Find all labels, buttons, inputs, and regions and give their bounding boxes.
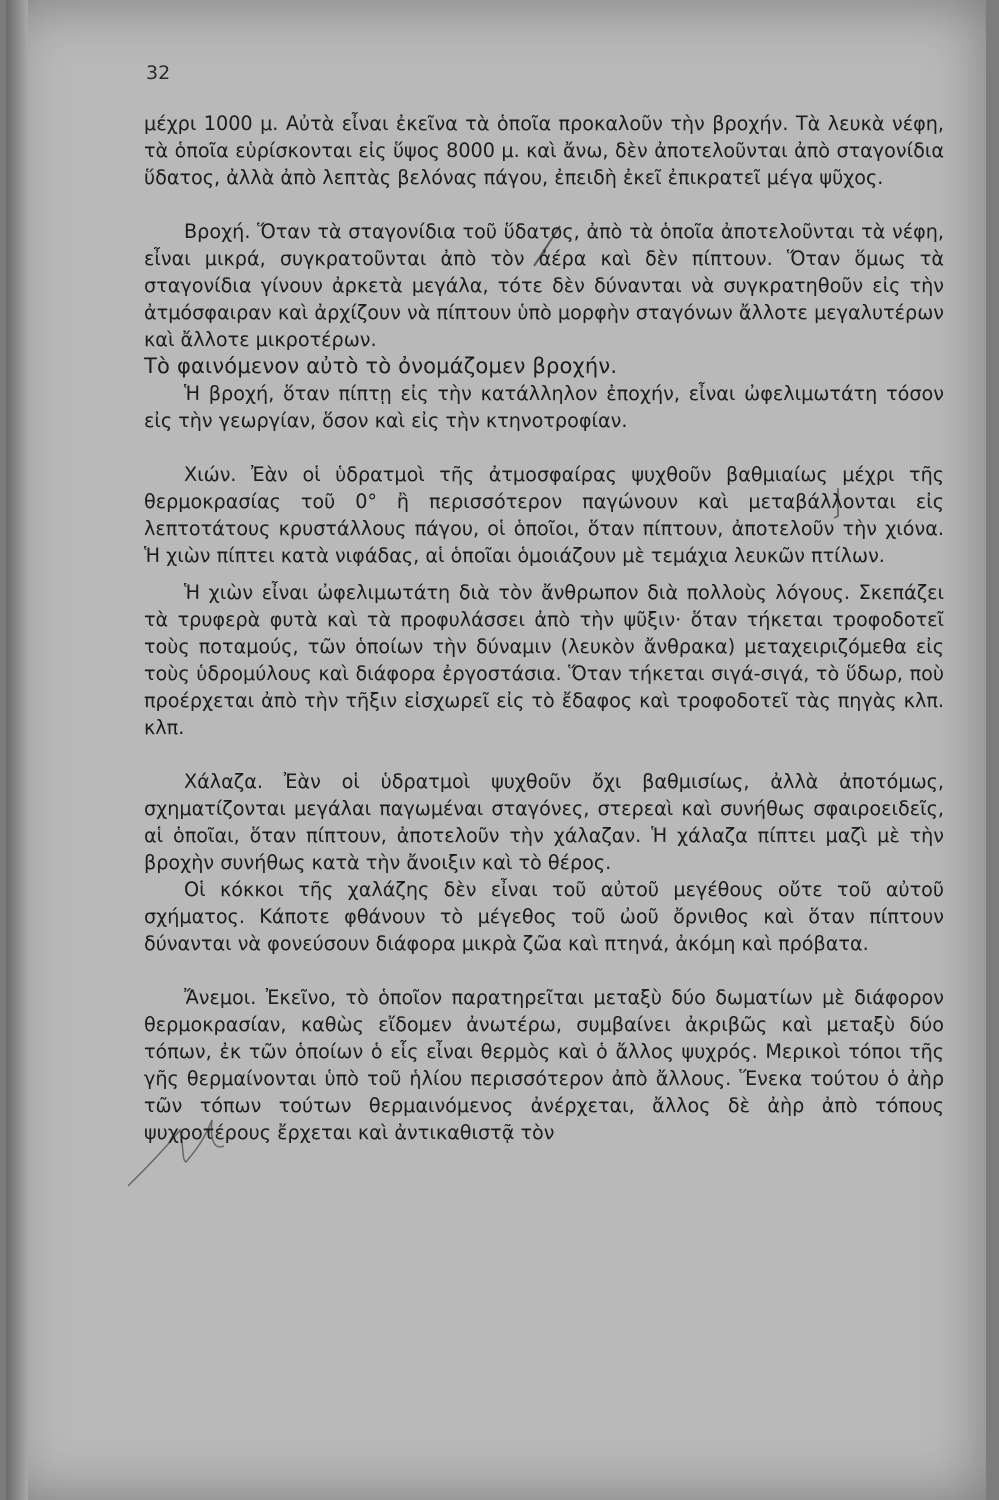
book-page — [6, 0, 986, 1500]
paragraph-hail: Χάλαζα. Ἐὰν οἱ ὑδρατμοὶ ψυχθοῦν ὄχι βαθμισίως, ἀλλὰ ἀποτόμως, σχηματίζονται μεγάλαι παγωμέναι σταγόνες, στερεαὶ καὶ συνήθως σφαιροειδεῖς, αἱ ὁποῖαι, ὅταν πίπτουν, ἀποτελοῦν τὴν χάλαζαν. Ἡ χάλαζα πίπτει μαζὶ μὲ τὴν βροχὴν συνήθως κατὰ τὴν ἄνοιξιν καὶ τὸ θέρος. — [144, 770, 944, 874]
body-text — [144, 110, 944, 1146]
page-spine-shadow — [6, 0, 28, 1500]
paragraph-winds: Ἄνεμοι. Ἐκεῖνο, τὸ ὁποῖον παρατηρεῖται μεταξὺ δύο δωματίων μὲ διάφορον θερμοκρασίαν, καθὼς εἴδομεν ἀνωτέρω, συμβαίνει ἀκριβῶς καὶ μεταξὺ δύο τόπων, ἐκ τῶν ὁποίων ὁ εἷς εἶναι θερμὸς καὶ ὁ ἄλλος ψυχρός. Μερικοὶ τόποι τῆς γῆς θερμαίνονται ὑπὸ τοῦ ἡλίου περισσότερον ἀπὸ ἄλλους. Ἕνεκα τούτου ὁ ἀὴρ τῶν τόπων τούτων θερμαινόμενος ἀνέρχεται, ἄλλος δὲ ἀὴρ ἀπὸ τόπους ψυχροτέρους ἔρχεται καὶ ἀντικαθιστᾷ τὸν — [144, 986, 944, 1144]
paragraph-clouds: μέχρι 1000 μ. Αὐτὰ εἶναι ἐκεῖνα τὰ ὁποῖα προκαλοῦν τὴν βροχήν. Τὰ λευκὰ νέφη, τὰ ὁποῖα εὑρίσκονται εἰς ὕψος 8000 μ. καὶ ἄνω, δὲν ἀποτελοῦνται ἀπὸ σταγονίδια ὕδατος, ἀλλὰ ἀπὸ λεπτὰς βελόνας πάγου, ἐπειδὴ ἐκεῖ ἐπικρατεῖ μέγα ψῦχος. — [144, 112, 944, 189]
paragraph-snow: Χιών. Ἐὰν οἱ ὑδρατμοὶ τῆς ἀτμοσφαίρας ψυχθοῦν βαθμιαίως μέχρι τῆς θερμοκρασίας τοῦ 0° ἢ περισσότερον παγώνουν καὶ μεταβάλλονται εἰς λεπτοτάτους κρυστάλλους πάγου, οἱ ὁποῖοι, ὅταν πίπτουν, ἀποτελοῦν τὴν χιόνα. Ἡ χιὼν πίπτει κατὰ νιφάδας, αἱ ὁποῖαι ὁμοιάζουν μὲ τεμάχια λευκῶν πτίλων. — [144, 463, 944, 567]
paragraph-rain-benefit: Ἡ βροχή, ὅταν πίπτῃ εἰς τὴν κατάλληλον ἐποχήν, εἶναι ὠφελιμωτάτη τόσον εἰς τὴν γεωργίαν, ὅσον καὶ εἰς τὴν κτηνοτροφίαν. — [144, 382, 944, 432]
paragraph-snow-benefit: Ἡ χιὼν εἶναι ὠφελιμωτάτη διὰ τὸν ἄνθρωπον διὰ πολλοὺς λόγους. Σκεπάζει τὰ τρυφερὰ φυτὰ καὶ τὰ προφυλάσσει ἀπὸ τὴν ψῦξιν· ὅταν τήκεται τροφοδοτεῖ τοὺς ποταμούς, τῶν ὁποίων τὴν δύναμιν (λευκὸν ἄνθρακα) μεταχειριζόμεθα εἰς τοὺς ὑδρομύλους καὶ διάφορα ἐργοστάσια. Ὅταν τήκεται σιγά-σιγά, τὸ ὕδωρ, ποὺ προέρχεται ἀπὸ τὴν τῆξιν εἰσχωρεῖ εἰς τὸ ἔδαφος καὶ τροφοδοτεῖ τὰς πηγὰς κλπ. κλπ. — [144, 581, 944, 739]
paragraph-hail-size: Οἱ κόκκοι τῆς χαλάζης δὲν εἶναι τοῦ αὐτοῦ μεγέθους οὔτε τοῦ αὐτοῦ σχήματος. Κάποτε φθάνουν τὸ μέγεθος τοῦ ὠοῦ ὄρνιθος καὶ ὅταν πίπτουν δύνανται νὰ φονεύσουν διάφορα μικρὰ ζῶα καὶ πτηνά, ἀκόμη καὶ πρόβατα. — [144, 878, 944, 955]
page-number: 32 — [146, 62, 171, 84]
paragraph-rain-definition: Τὸ φαινόμενον αὐτὸ τὸ ὀνομάζομεν βροχήν. — [144, 354, 618, 378]
paragraph-rain: Βροχή. Ὅταν τὰ σταγονίδια τοῦ ὕδατος, ἀπὸ τὰ ὁποῖα ἀποτελοῦνται τὰ νέφη, εἶναι μικρά, συγκρατοῦνται ἀπὸ τὸν ἀέρα καὶ δὲν πίπτουν. Ὅταν ὅμως τὰ σταγονίδια γίνουν ἀρκετὰ μεγάλα, τότε δὲν δύνανται νὰ συγκρατηθοῦν εἰς τὴν ἀτμόσφαιραν καὶ ἀρχίζουν νὰ πίπτουν ὑπὸ μορφὴν σταγόνων ἄλλοτε μεγαλυτέρων καὶ ἄλλοτε μικροτέρων. — [144, 220, 944, 351]
